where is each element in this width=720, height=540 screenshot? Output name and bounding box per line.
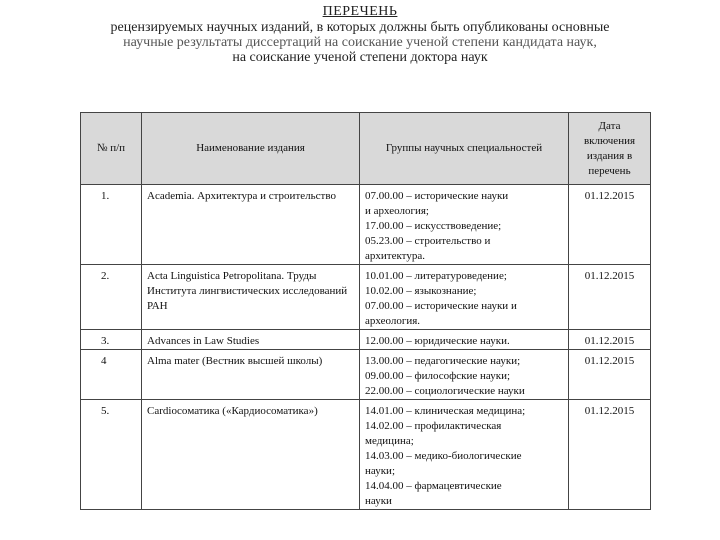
- specialty-line: 10.01.00 – литературоведение;: [365, 270, 507, 282]
- specialty-groups: [360, 400, 569, 510]
- specialty-line: медицина;: [365, 435, 414, 447]
- row-number: 1.: [81, 185, 142, 265]
- specialty-line: 14.03.00 – медико-биологические: [365, 450, 522, 462]
- specialty-line: 14.01.00 – клиническая медицина;: [365, 405, 526, 417]
- specialty-line: 12.00.00 – юридические науки.: [365, 335, 510, 347]
- publication-name: Alma mater (Вестник высшей школы): [142, 350, 360, 400]
- inclusion-date: 01.12.2015: [569, 265, 651, 330]
- specialty-line: археология.: [365, 315, 421, 327]
- row-number: 5.: [81, 400, 142, 510]
- specialty-line: 13.00.00 – педагогические науки;: [365, 355, 521, 367]
- heading-line-3: на соискание ученой степени доктора наук: [232, 50, 488, 65]
- inclusion-date: 01.12.2015: [569, 185, 651, 265]
- specialty-groups: [360, 350, 569, 400]
- specialty-line: науки: [365, 495, 392, 507]
- publication-name: Academia. Архитектура и строительство: [142, 185, 360, 265]
- row-number: 3.: [81, 330, 142, 350]
- specialty-line: 05.23.00 – строительство и: [365, 235, 491, 247]
- header-date: Дата включения издания в перечень: [569, 113, 651, 185]
- table-row: [81, 400, 651, 510]
- specialty-line: 14.02.00 – профилактическая: [365, 420, 502, 432]
- specialty-line: и археология;: [365, 205, 429, 217]
- specialty-groups: [360, 265, 569, 330]
- specialty-line: 17.00.00 – искусствоведение;: [365, 220, 502, 232]
- specialty-line: 14.04.00 – фармацевтические: [365, 480, 502, 492]
- inclusion-date: 01.12.2015: [569, 350, 651, 400]
- inclusion-date: 01.12.2015: [569, 400, 651, 510]
- document-heading: [0, 4, 720, 65]
- table-row: [81, 330, 651, 350]
- publication-name: Cardiocoматика («Кардиосоматика»): [142, 400, 360, 510]
- specialty-groups: [360, 330, 569, 350]
- table-row: [81, 265, 651, 330]
- publication-name: Advances in Law Studies: [142, 330, 360, 350]
- specialty-groups: [360, 185, 569, 265]
- document-title: ПЕРЕЧЕНЬ: [322, 4, 398, 19]
- specialty-line: 10.02.00 – языкознание;: [365, 285, 477, 297]
- table-row: [81, 185, 651, 265]
- header-name: Наименование издания: [142, 113, 360, 185]
- specialty-line: науки;: [365, 465, 395, 477]
- table-row: [81, 350, 651, 400]
- journal-list-table: [80, 112, 651, 510]
- row-number: 4: [81, 350, 142, 400]
- specialty-line: 07.00.00 – исторические науки и: [365, 300, 517, 312]
- header-groups: Группы научных специальностей: [360, 113, 569, 185]
- row-number: 2.: [81, 265, 142, 330]
- specialty-line: 22.00.00 – социологические науки: [365, 385, 525, 397]
- heading-line-1: рецензируемых научных изданий, в которых должны быть опубликованы основные: [110, 20, 610, 35]
- header-num: № п/п: [81, 113, 142, 185]
- publication-name: Acta Linguistica Petropolitana. Труды Института лингвистических исследований РАН: [142, 265, 360, 330]
- table-header-row: [81, 113, 651, 185]
- specialty-line: 07.00.00 – исторические науки: [365, 190, 509, 202]
- heading-line-2: научные результаты диссертаций на соискание ученой степени кандидата наук,: [123, 35, 597, 50]
- specialty-line: архитектура.: [365, 250, 425, 262]
- inclusion-date: 01.12.2015: [569, 330, 651, 350]
- specialty-line: 09.00.00 – философские науки;: [365, 370, 511, 382]
